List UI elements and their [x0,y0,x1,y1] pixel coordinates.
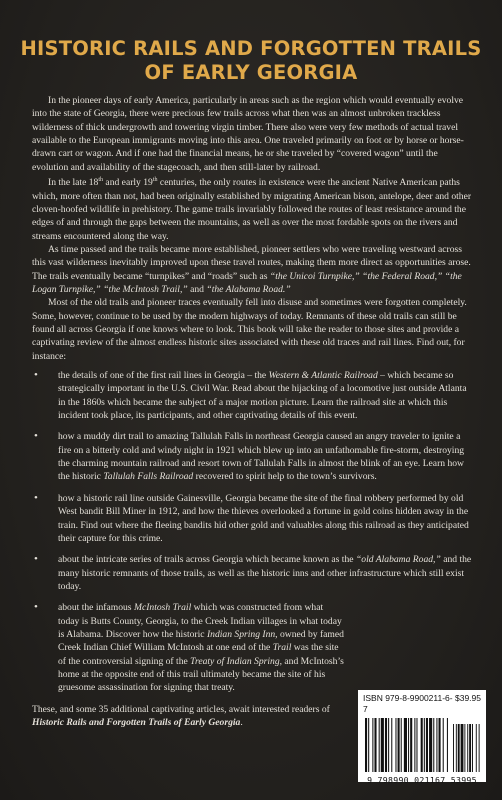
addon-bar [479,724,480,772]
addon-bar [472,724,473,772]
barcode-graphic [363,718,481,774]
bullet-list [32,369,474,695]
paragraph-1: In the pioneer days of early America, particularly in areas such as the region which would eventually evolve into the state of Georgia, there were precious few trails across what then was an almost unbroken trackless wilderness of thick undergrowth and towering virgin timber. There also were very few methods of actual travel available to the European immigrants moving into this area. One traveled primarily on foot or by horse or horse-drawn cart or wagon. And if one had the financial means, he or she traveled by “covered wagon” until the evolution and availability of the stagecoach, and then still-later by railroad. [32,95,464,173]
barcode-digits: 9 798990 021167 53995 [367,775,477,785]
addon-bar [467,724,468,772]
addon-bar [458,724,460,772]
barcode-bar [424,718,425,772]
barcode-bar [381,718,384,772]
barcode-bar [388,718,389,772]
blurb-text [32,94,474,729]
book-title [20,37,482,85]
addon-bar [476,724,477,772]
barcode-bar [365,718,367,772]
road-name: “the McIntosh Trail,” [103,284,188,295]
addon-bar [461,724,464,772]
road-name: “the Unicoi Turnpike,” [269,270,360,282]
bullet-item: • the details of one of the first rail lines in Georgia – the Western & Atlantic Railroad – which became so strategically important in the U.S. Civil War. Read about the hijacking of a locomotive just outside Atlanta in the 1860s which became the subject of a major motion picture. Learn the railroad site at which this incident took place, its participants, and other captivating details of this event. [32,369,474,422]
paragraph-4: Most of the old trails and pioneer traces eventually fell into disuse and sometimes were forgotten completely. Some, however, continue to be used by the modern highways of today. Remnants of these old trails can still be found all across Georgia if one knows where to look. This book will take the reader to those sites and provide a captivating review of the almost endless historic sites associated with these old traces and rail lines. Find out, for instance: [32,297,467,362]
barcode-bar [401,718,402,772]
barcode-panel [358,690,486,785]
bullet-item: • how a historic rail line outside Gainesville, Georgia became the site of the final robbery performed by old West bandit Bill Miner in 1912, and how the thieves overlooked a fortune in gold coins hidden away in the train. Find out where the fleeing bandits hid other gold and valuables along this railroad as they anticipated their capture for this crime. [32,492,474,545]
barcode-bar [374,718,376,772]
barcode-bar [447,718,448,772]
barcode-bar [408,718,409,772]
addon-bar [453,724,454,772]
title-line-2: OF EARLY GEORGIA [144,61,358,84]
barcode-bar [426,718,428,772]
addon-bar [456,724,457,772]
bullet-item: • how a muddy dirt trail to amazing Tallulah Falls in northeast Georgia caused an angry traveler to ignite a fire on a bitterly cold and windy night in 1921 which blew up into an unfathomable fire-storm, destroying the charming mountain railroad and resort town of Tallulah Falls in almost the blink of an eye. Learn how the historic Tallulah Falls Railroad recovered to spirit help to the town’s survivors. [32,430,474,483]
paragraph-3: As time passed and the trails became more established, pioneer settlers who were traveling westward across this vast wilderness inevitably improved upon these travel routes, making them more direct as opportunities arose. The trails eventually became “turnpikes” and “roads” such as “the Unicoi Turnpike,” “the Federal Road,” “the Logan Turnpike,” “the McIntosh Trail,” and “the Alabama Road.” [32,243,471,295]
barcode-bar [414,718,415,772]
bullet-item: • about the intricate series of trails across Georgia which became known as the “old Alabama Road,” and the many historic remnants of those trails, as well as the historic inns and other infrastructure which still exist today. [32,553,474,593]
addon-bar [469,724,471,772]
barcode-bar [379,718,380,772]
barcode-bar [421,718,423,772]
isbn-text: ISBN 979-8-9900211-6-7 [363,693,453,714]
barcode-bar [429,718,432,772]
barcode-bar [436,718,437,772]
barcode-bar [395,718,396,772]
barcode-bar [368,718,369,772]
barcode-bar [398,718,400,772]
price-text: $39.95 [455,693,481,703]
paragraph-2: In the late 18th and early 19th centuries, the only routes in existence were the ancient Native American paths which, more often than not, had been originally established by migrating American bison, antelope, deer and other cloven-hoofed wildlife in prehistory. The game trails invariably followed the routes of least resistance around the edges of and through the gaps between the mountains, as well as over the most fordable spots on the rivers and streams encountered along the way. [32,177,472,242]
barcode-bar [372,718,373,772]
road-name: “the Federal Road,” [362,270,443,282]
road-name: “the Alabama Road.” [206,284,291,295]
barcode-bar [385,718,387,772]
barcode-bar [433,718,434,772]
barcode-bar [391,718,392,772]
bullet-item: • about the infamous McIntosh Trail which was constructed from what today is Butts County, Georgia, to the Creek Indian villages in what today is Alabama. Discover how the historic Indian Spring Inn, owned by famed Creek Indian Chief William McIntosh at one end of the Trail was the site of the controversial signing of the Treaty of Indian Spring, and McIntosh’s home at the opposite end of this trail ultimately became the site of his gruesome assassination for signing that treaty. [32,601,474,694]
barcode-bar [404,718,407,772]
barcode-bar [410,718,412,772]
road-name: “the Logan Turnpike,” [32,270,462,295]
isbn-price-row [363,693,481,715]
barcode-bar [416,718,417,772]
title-line-1: HISTORIC RAILS AND FORGOTTEN TRAILS [20,37,482,60]
barcode-bar [439,718,441,772]
barcode-bar [443,718,444,772]
addon-bar [464,724,465,772]
closing-paragraph: These, and some 35 additional captivating articles, await interested readers of Historic Rails and Forgotten Trails of Early Georgia. [32,703,330,728]
